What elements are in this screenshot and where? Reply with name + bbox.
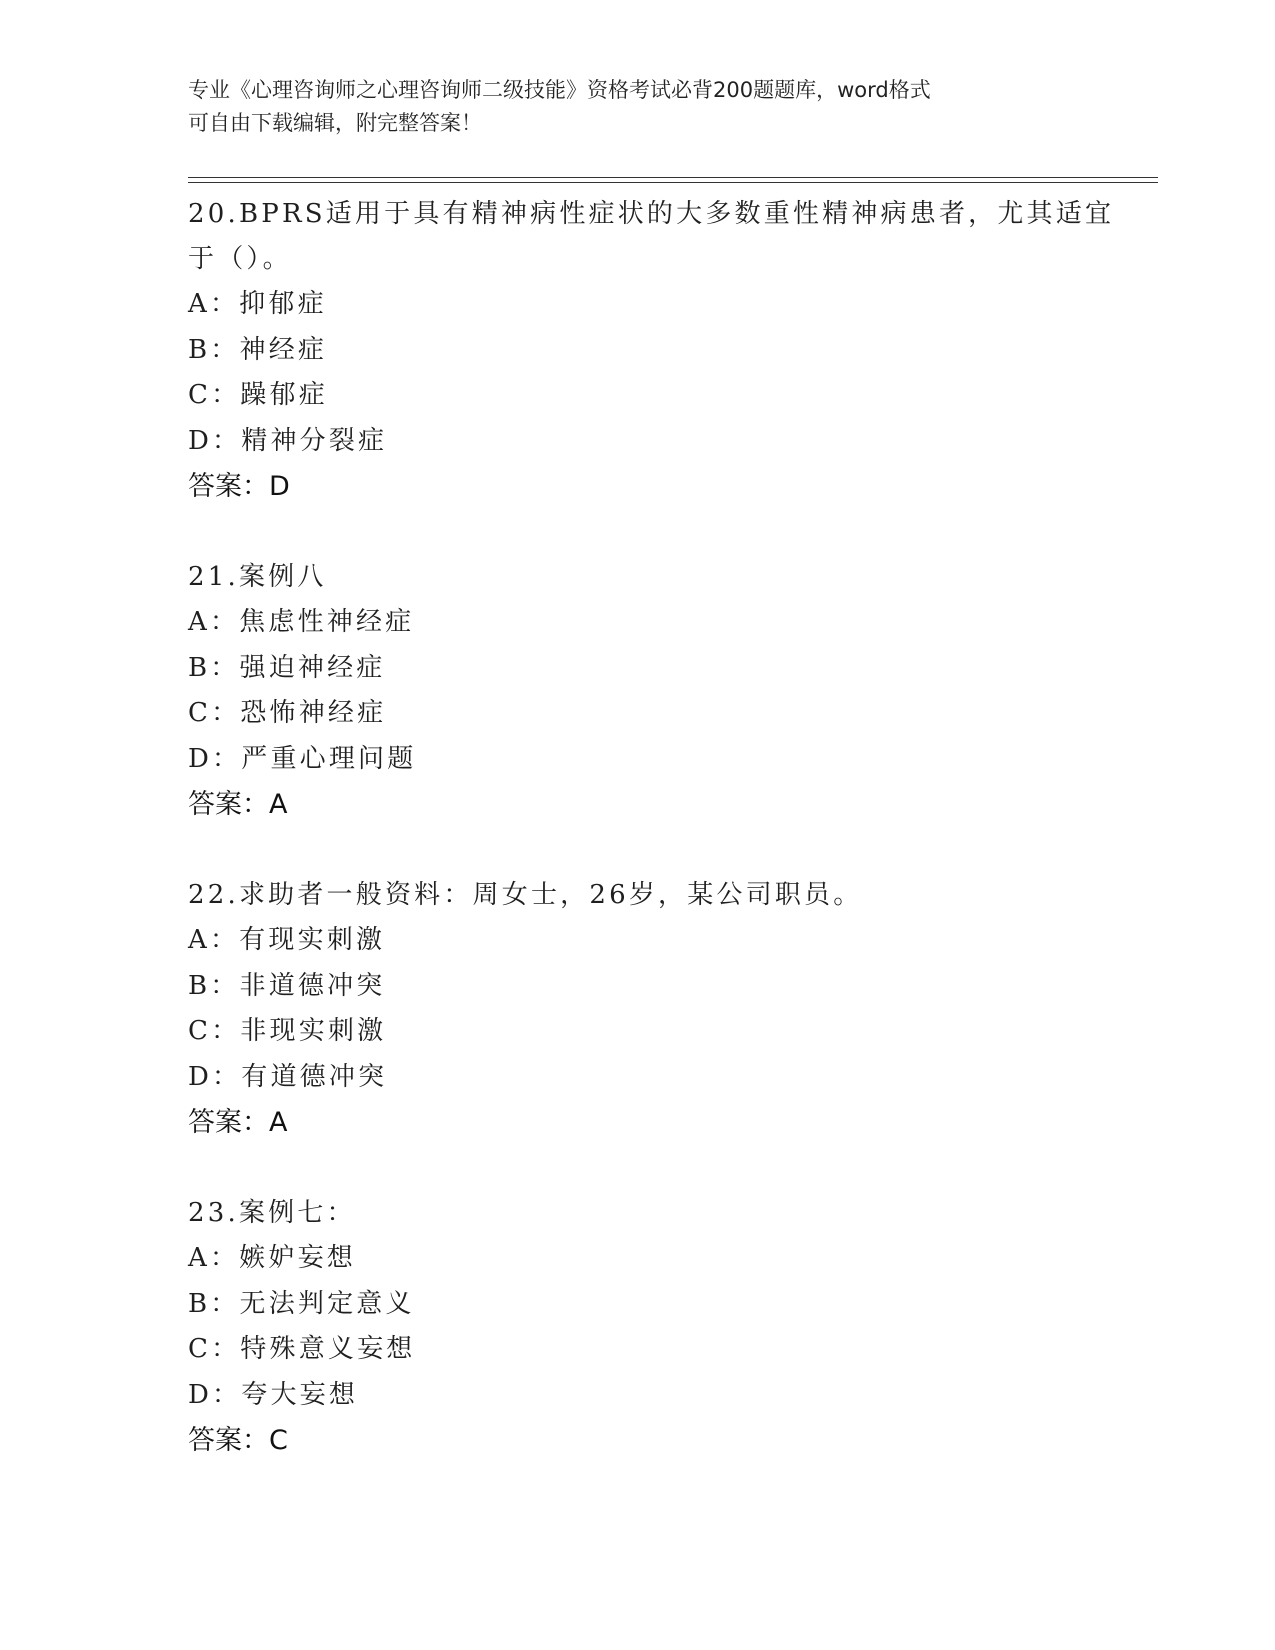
question-list xyxy=(188,192,1148,1509)
header-divider-bottom xyxy=(188,182,1158,183)
option-c: C：特殊意义妄想 xyxy=(188,1334,416,1364)
question-text: 23.案例七： xyxy=(188,1198,356,1228)
answer-label: 答案：A xyxy=(188,789,288,820)
option-a: A：抑郁症 xyxy=(188,289,327,319)
option-a: A：焦虑性神经症 xyxy=(188,607,415,637)
option-b: B：非道德冲突 xyxy=(188,970,386,1001)
question-text: 21.案例八 xyxy=(188,562,327,592)
option-d: D：有道德冲突 xyxy=(188,1061,388,1092)
option-a: A：有现实刺激 xyxy=(188,925,386,955)
question-text: 22.求助者一般资料：周女士，26岁，某公司职员。 xyxy=(188,880,863,910)
document-header xyxy=(188,74,1088,140)
option-d: D：严重心理问题 xyxy=(188,743,417,774)
question-20 xyxy=(188,192,1148,509)
answer-label: 答案：D xyxy=(188,471,290,502)
header-divider-top xyxy=(188,177,1158,178)
header-line-1: 专业《心理咨询师之心理咨询师二级技能》资格考试必背200题题库，word格式 xyxy=(188,78,931,102)
question-text: 于（）。 xyxy=(188,244,292,274)
option-b: B：神经症 xyxy=(188,334,328,365)
option-c: C：恐怖神经症 xyxy=(188,698,387,728)
option-d: D：精神分裂症 xyxy=(188,425,388,456)
option-b: B：强迫神经症 xyxy=(188,652,386,683)
option-a: A：嫉妒妄想 xyxy=(188,1243,356,1273)
question-text: 20.BPRS适用于具有精神病性症状的大多数重性精神病患者，尤其适宜 xyxy=(188,199,1115,229)
answer-label: 答案：A xyxy=(188,1107,288,1138)
header-line-2: 可自由下载编辑，附完整答案！ xyxy=(188,111,482,135)
answer-label: 答案：C xyxy=(188,1425,288,1456)
question-21 xyxy=(188,555,1148,827)
question-22 xyxy=(188,873,1148,1145)
option-c: C：躁郁症 xyxy=(188,380,328,410)
question-23 xyxy=(188,1191,1148,1463)
option-b: B：无法判定意义 xyxy=(188,1288,415,1319)
option-d: D：夸大妄想 xyxy=(188,1379,359,1410)
option-c: C：非现实刺激 xyxy=(188,1016,387,1046)
